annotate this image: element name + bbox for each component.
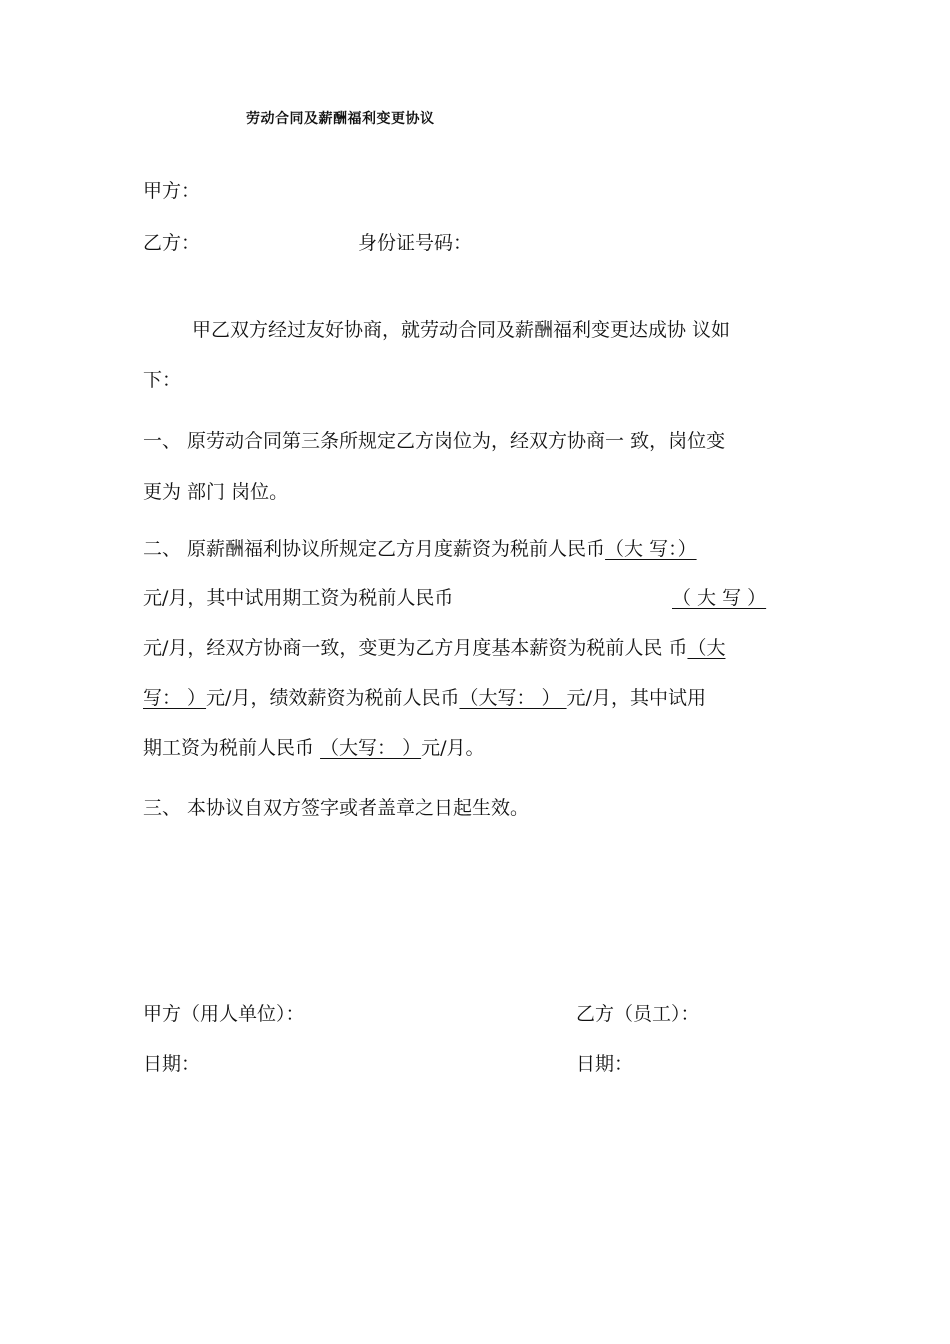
item-2-line-2-blank-text: （ 大 写 ）	[672, 587, 767, 609]
item-2-line-1-blank: （大 写：）	[605, 538, 697, 560]
item-2-line-5	[143, 733, 485, 760]
item-2-line-2	[143, 583, 453, 610]
intro-line-1: 甲乙双方经过友好协商，就劳动合同及薪酬福利变更达成协 议如	[192, 319, 731, 341]
party-a-label: 甲方：	[143, 180, 201, 202]
item-2-line-4	[143, 683, 706, 710]
item-2-line-5-text-2: 元/月。	[421, 737, 485, 759]
item-2-line-1-text: 二、 原薪酬福利协议所规定乙方月度薪资为税前人民币	[143, 538, 606, 560]
item-2-line-4-text-1: 元/月，绩效薪资为税前人民币	[206, 687, 460, 709]
item-2-line-4-blank-1: 写： ）	[143, 687, 207, 709]
item-3: 三、 本协议自双方签字或者盖章之日起生效。	[143, 797, 530, 819]
item-2-line-3-text: 元/月，经双方协商一致，变更为乙方月度基本薪资为税前人民 币	[143, 637, 688, 659]
signature-party-b: 乙方（员工）：	[576, 1003, 700, 1025]
item-1-line-2: 更为 部门 岗位。	[143, 481, 289, 503]
date-party-a: 日期：	[143, 1053, 201, 1075]
item-2-line-5-blank: （大写： ）	[320, 737, 422, 759]
date-party-b: 日期：	[576, 1053, 634, 1075]
item-2-line-3-blank: （大	[687, 637, 726, 659]
party-b-label: 乙方：	[143, 232, 201, 254]
item-2-line-2-text: 元/月，其中试用期工资为税前人民币	[143, 587, 454, 609]
id-number-label: 身份证号码：	[358, 232, 473, 254]
signature-party-a: 甲方（用人单位）：	[143, 1003, 305, 1025]
item-2-line-4-blank-2: （大写： ）	[459, 687, 567, 709]
item-2-line-3	[143, 633, 725, 660]
intro-line-2: 下：	[143, 369, 182, 391]
item-2-line-4-text-2: 元/月，其中试用	[566, 687, 706, 709]
item-2-line-5-text: 期工资为税前人民币	[143, 737, 321, 759]
document-title: 劳动合同及薪酬福利变更协议	[246, 111, 435, 127]
item-2-line-2-blank	[672, 583, 766, 610]
item-2-line-1	[143, 534, 697, 561]
item-1-line-1: 一、 原劳动合同第三条所规定乙方岗位为，经双方协商一 致，岗位变	[143, 430, 726, 452]
